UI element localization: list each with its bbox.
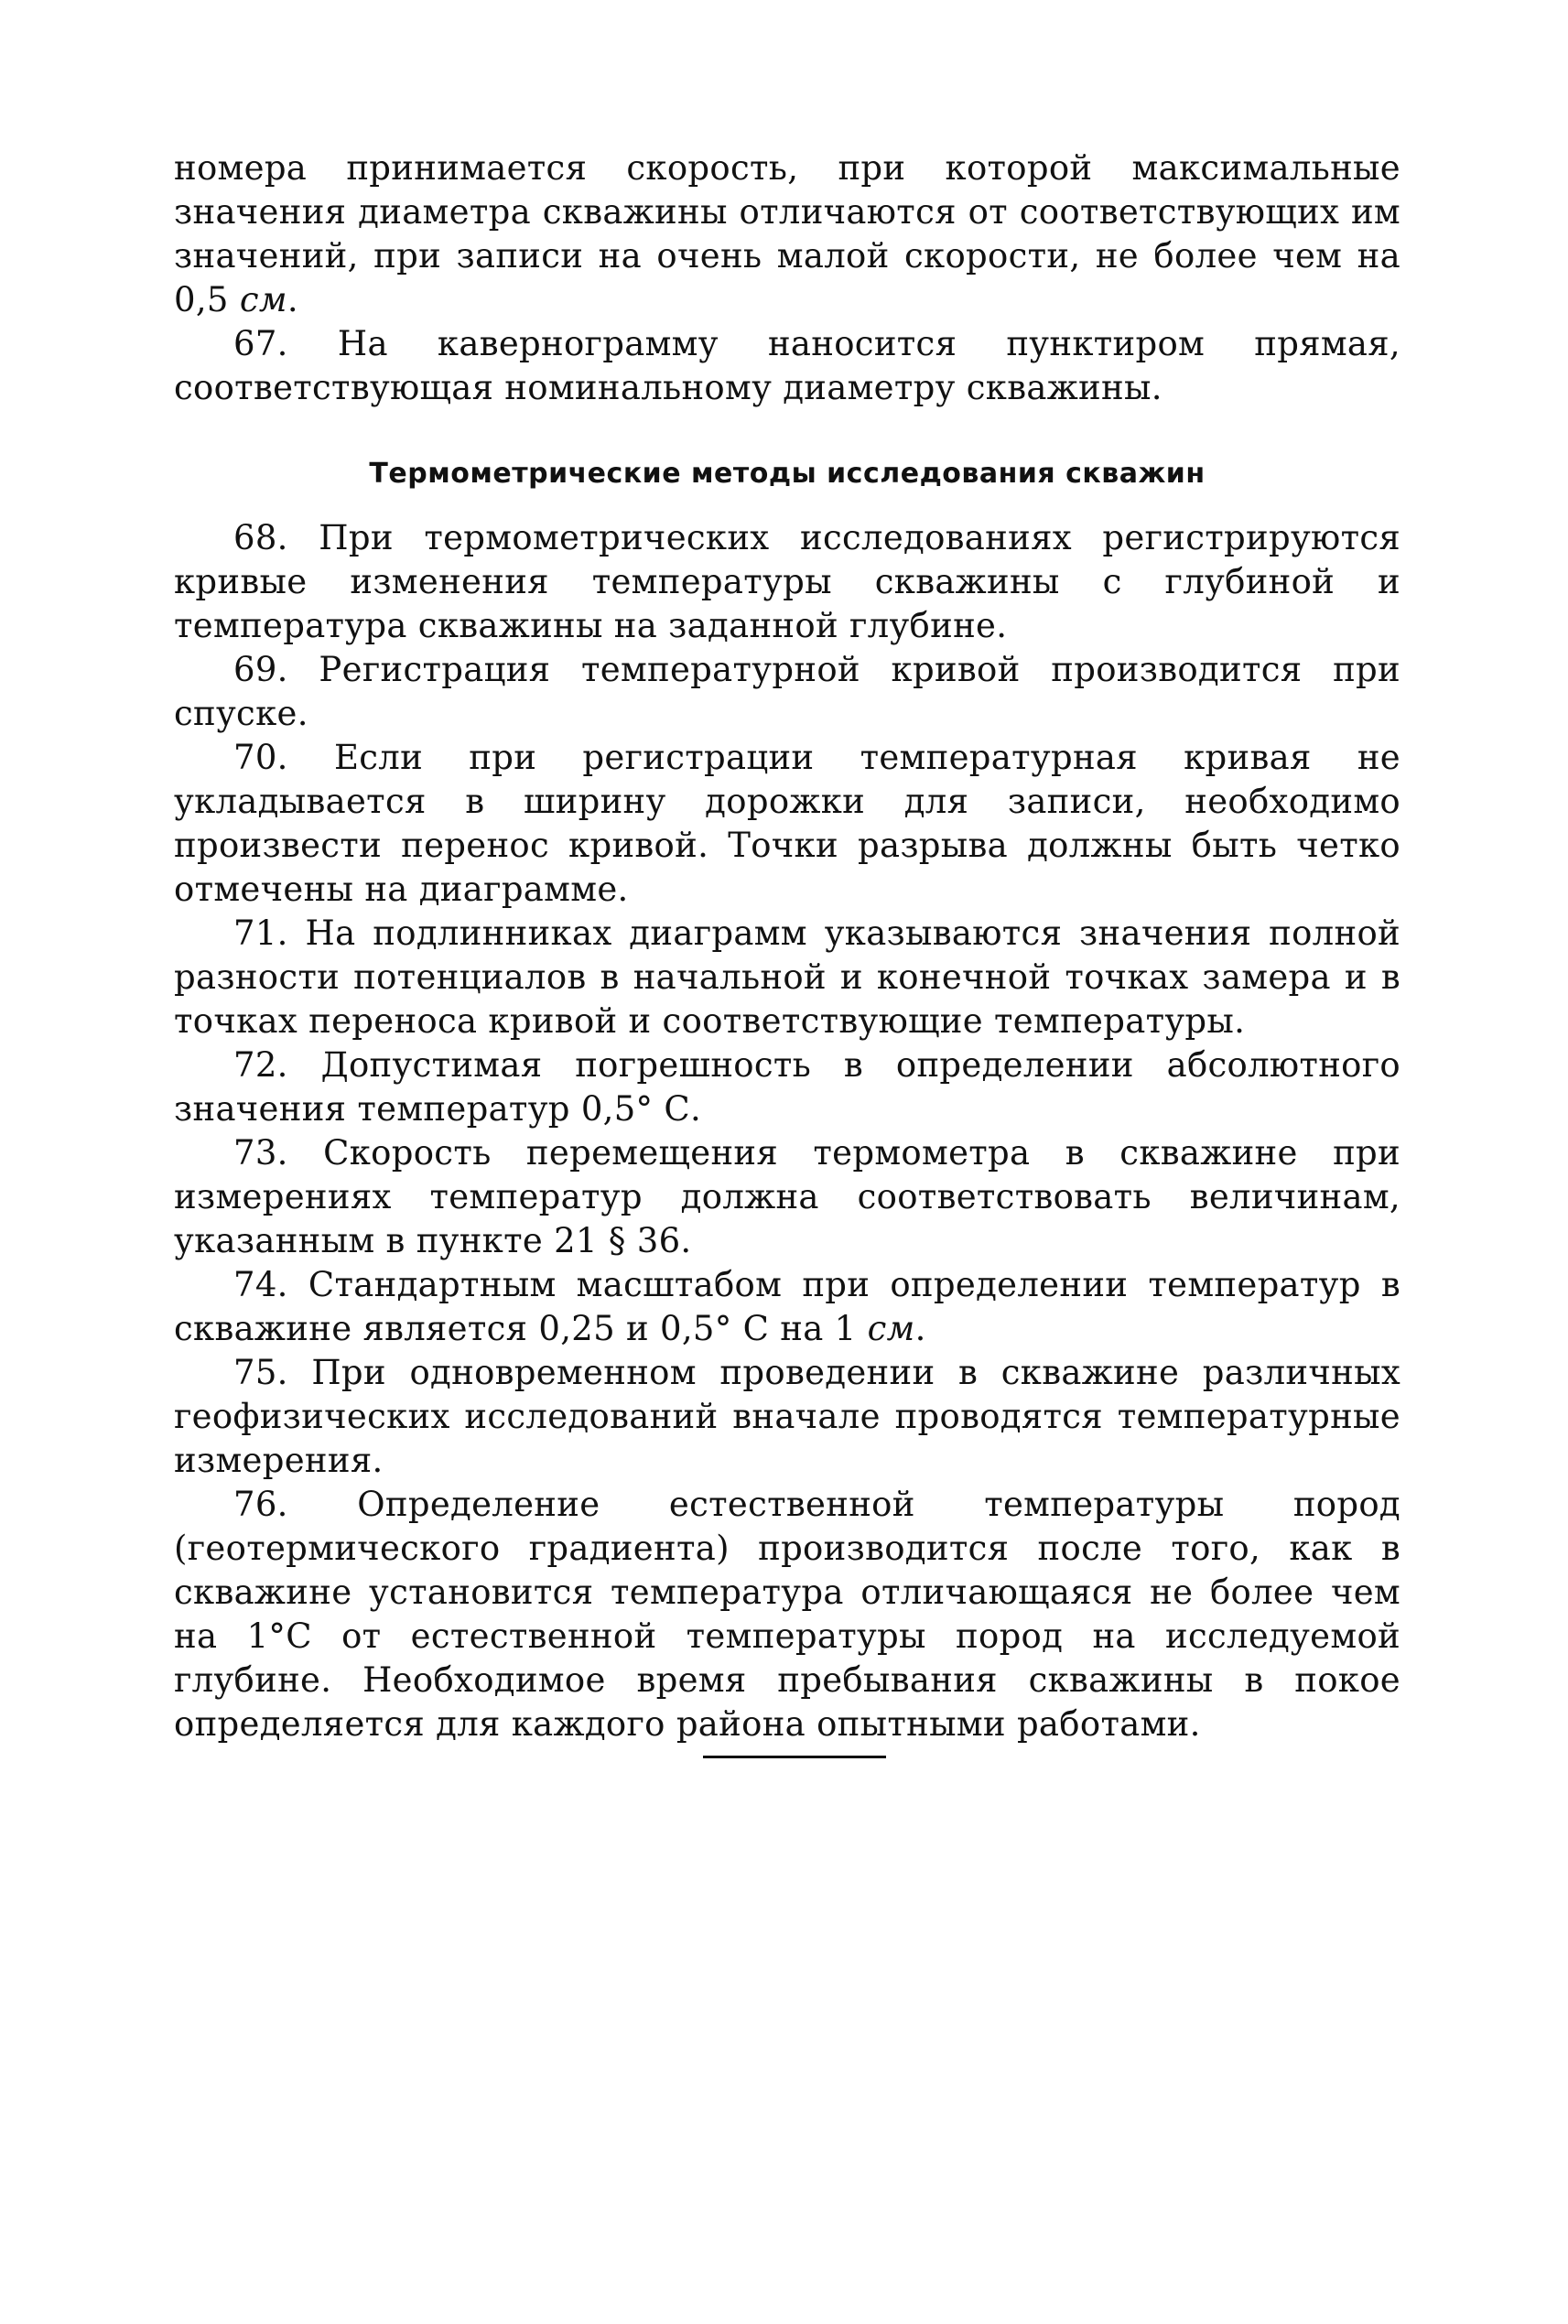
paragraph-71: 71. На подлинниках диаграмм указываются значения полной разности потенциалов в начальной и конечной точках замера и в точках переноса кривой и соответствующие температуры. <box>174 913 1400 1041</box>
paragraph-67: 67. На кавернограмму наносится пунктиром прямая, соответствующая номинальному диаметру скважины. <box>174 324 1400 407</box>
paragraph-text: номера принимается скорость, при которой максимальные значения диаметра скважины отличаются от соответствующих им значений, при записи на очень малой скорости, не более чем на 0,5 <box>174 148 1400 319</box>
end-divider-line <box>703 1756 886 1758</box>
paragraph-text: 74. Стандартным масштабом при определении температур в скважине является 0,25 и 0,5° С на 1 <box>174 1265 1400 1348</box>
paragraph-70: 70. Если при регистрации температурная кривая не укладывается в ширину дорожки для записи, необходимо произвести перенос кривой. Точки разрыва должны быть четко отмечены на диаграмме. <box>174 738 1400 909</box>
paragraph-continuation <box>174 146 1400 322</box>
unit-cm: см <box>239 280 287 319</box>
paragraph-76: 76. Определение естественной температуры пород (геотермического градиента) производится после того, как в скважине установится температура отличающаяся не более чем на 1°С от естественной температуры пород на исследуемой глубине. Необходимое время пребывания скважины в покое определяется для каждого района опытными работами. <box>174 1485 1400 1744</box>
paragraph-69: 69. Регистрация температурной кривой производится при спуске. <box>174 650 1400 733</box>
paragraph-74 <box>174 1263 1400 1351</box>
paragraph-end: . <box>914 1309 926 1348</box>
paragraph-end: . <box>287 280 298 319</box>
paragraph-68: 68. При термометрических исследованиях регистрируются кривые изменения температуры скважины с глубиной и температура скважины на заданной глубине. <box>174 518 1400 645</box>
paragraph-75: 75. При одновременном проведении в скважине различных геофизических исследований вначале проводятся температурные измерения. <box>174 1353 1400 1480</box>
document-page <box>174 146 1400 1746</box>
section-heading: Термометрические методы исследования скважин <box>369 458 1206 490</box>
paragraph-73: 73. Скорость перемещения термометра в скважине при измерениях температур должна соответствовать величинам, указанным в пункте 21 § 36. <box>174 1133 1400 1260</box>
paragraph-72: 72. Допустимая погрешность в определении абсолютного значения температур 0,5° С. <box>174 1045 1400 1129</box>
unit-cm: см <box>867 1309 915 1348</box>
